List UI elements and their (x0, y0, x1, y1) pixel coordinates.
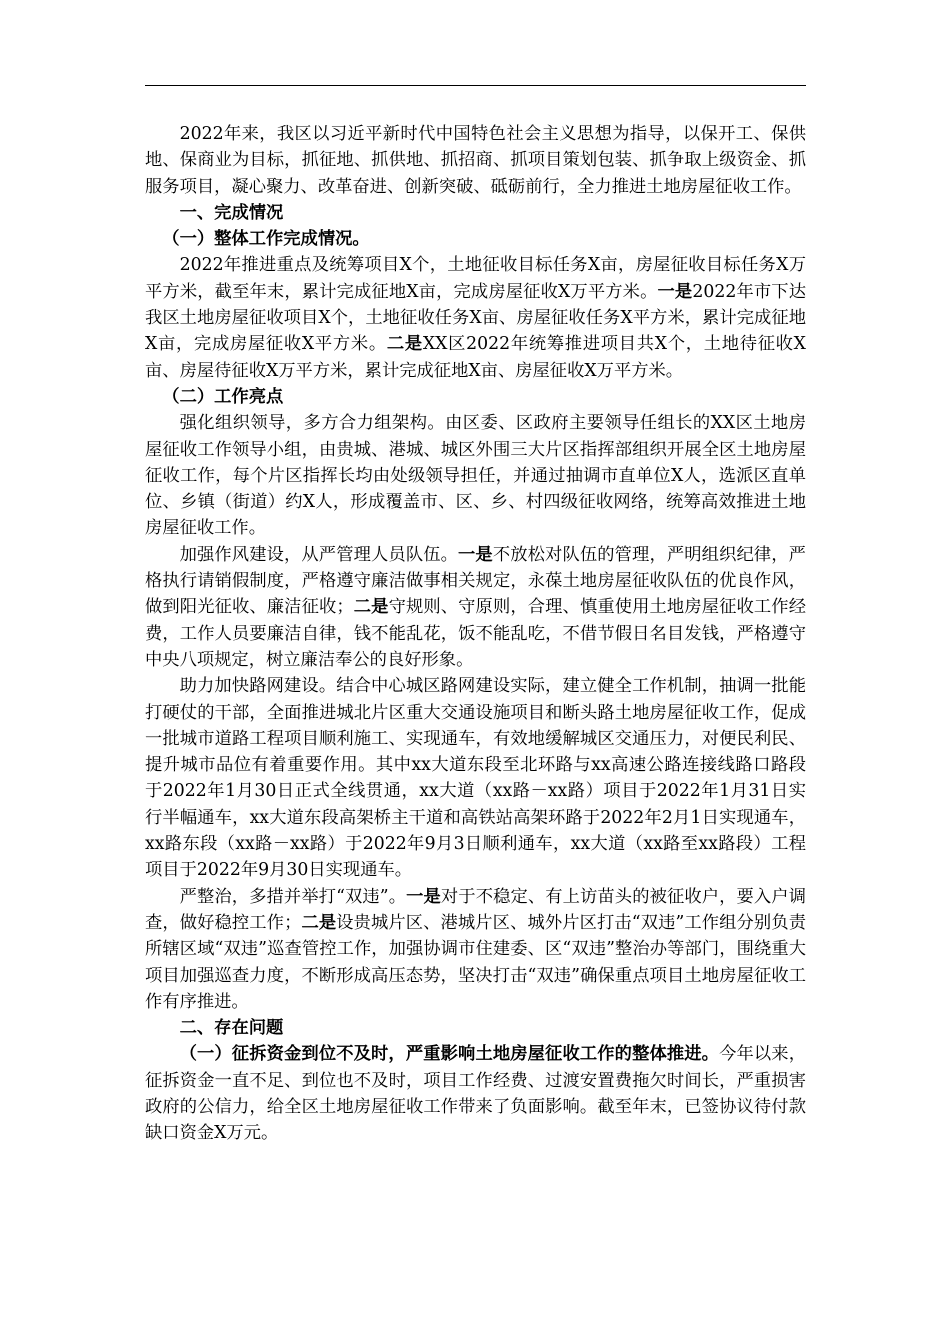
subsection-heading-highlights: （二）工作亮点 (162, 386, 284, 407)
intro-paragraph: 2022年来，我区以习近平新时代中国特色社会主义思想为指导，以保开工、保供地、保商业为目标，抓征地、抓供地、抓招商、抓项目策划包装、抓争取上级资金、抓服务项目，凝心聚力、改革奋进、创新突破、砥砺前行，全力推进土地房屋征收工作。 (145, 124, 806, 197)
illegal-construction-paragraph: 严整治，多措并举打“双违”。一是对于不稳定、有上访苗头的被征收户，要入户调查，做好稳控工作；二是设贵城片区、港城片区、城外片区打击“双违”工作组分别负责所辖区域“双违”巡查管控工作，加强协调市住建委、区“双违”整治办等部门，围绕重大项目加强巡查力度，不断形成高压态势，坚决打击“双违”确保重点项目土地房屋征收工作有序推进。 (145, 886, 806, 1012)
emphasis-first: 一是 (458, 544, 493, 565)
overall-completion-paragraph: 2022年推进重点及统筹项目X个，土地征收目标任务X亩，房屋征收目标任务X万平方米，截至年末，累计完成征地X亩，完成房屋征收X万平方米。一是2022年市下达我区土地房屋征收项目X个，土地征收任务X亩、房屋征收任务X平方米，累计完成征地X亩，完成房屋征收X平方米。二是XX区2022年统筹推进项目共X个，土地待征收X亩、房屋待征收X万平方米，累计完成征地X亩、房屋征收X万平方米。 (145, 255, 807, 381)
document-body (145, 121, 806, 1147)
emphasis-heading: （一）征拆资金到位不及时，严重影响土地房屋征收工作的整体推进。 (179, 1044, 720, 1065)
work-style-paragraph: 加强作风建设，从严管理人员队伍。一是不放松对队伍的管理，严明组织纪律，严格执行请销假制度，严格遵守廉洁做事相关规定，永葆土地房屋征收队伍的优良作风，做到阳光征收、廉洁征收；二是守规则、守原则，合理、慎重使用土地房屋征收工作经费，工作人员要廉洁自律，钱不能乱花，饭不能乱吃，不借节假日名目发钱，严格遵守中央八项规定，树立廉洁奉公的良好形象。 (145, 544, 806, 670)
header-rule (145, 85, 806, 86)
funding-problem-paragraph: （一）征拆资金到位不及时，严重影响土地房屋征收工作的整体推进。今年以来，征拆资金一直不足、到位也不及时，项目工作经费、过渡安置费拖欠时间长，严重损害政府的公信力，给全区土地房屋征收工作带来了负面影响。截至年末，已签协议待付款缺口资金X万元。 (145, 1044, 806, 1144)
emphasis-second: 二是 (301, 912, 337, 933)
emphasis-second: 二是 (386, 334, 423, 355)
emphasis-second: 二是 (353, 597, 389, 618)
section-heading-problems: 二、存在问题 (179, 1018, 284, 1039)
section-heading-completion: 一、完成情况 (179, 202, 284, 223)
emphasis-first: 一是 (406, 886, 441, 907)
road-network-paragraph: 助力加快路网建设。结合中心城区路网建设实际，建立健全工作机制，抽调一批能打硬仗的干部，全面推进城北片区重大交通设施项目和断头路土地房屋征收工作，促成一批城市道路工程项目顺利施工、实现通车，有效地缓解城区交通压力，对便民利民、提升城市品位有着重要作用。其中xx大道东段至北环路与xx高速公路连接线路口路段于2022年1月30日正式全线贯通，xx大道（xx路－xx路）项目于2022年1月31日实行半幅通车，xx大道东段高架桥主干道和高铁站高架环路于2022年2月1日实现通车，xx路东段（xx路－xx路）于2022年9月3日顺利通车，xx大道（xx路至xx路段）工程项目于2022年9月30日实现通车。 (145, 676, 806, 881)
organization-paragraph: 强化组织领导，多方合力组架构。由区委、区政府主要领导任组长的XX区土地房屋征收工作领导小组，由贵城、港城、城区外围三大片区指挥部组织开展全区土地房屋征收工作，每个片区指挥长均由处级领导担任，并通过抽调市直单位X人，选派区直单位、乡镇（街道）约X人，形成覆盖市、区、乡、村四级征收网络，统筹高效推进土地房屋征收工作。 (145, 413, 806, 539)
subsection-heading-overall: （一）整体工作完成情况。 (162, 229, 370, 250)
emphasis-first: 一是 (657, 281, 693, 302)
